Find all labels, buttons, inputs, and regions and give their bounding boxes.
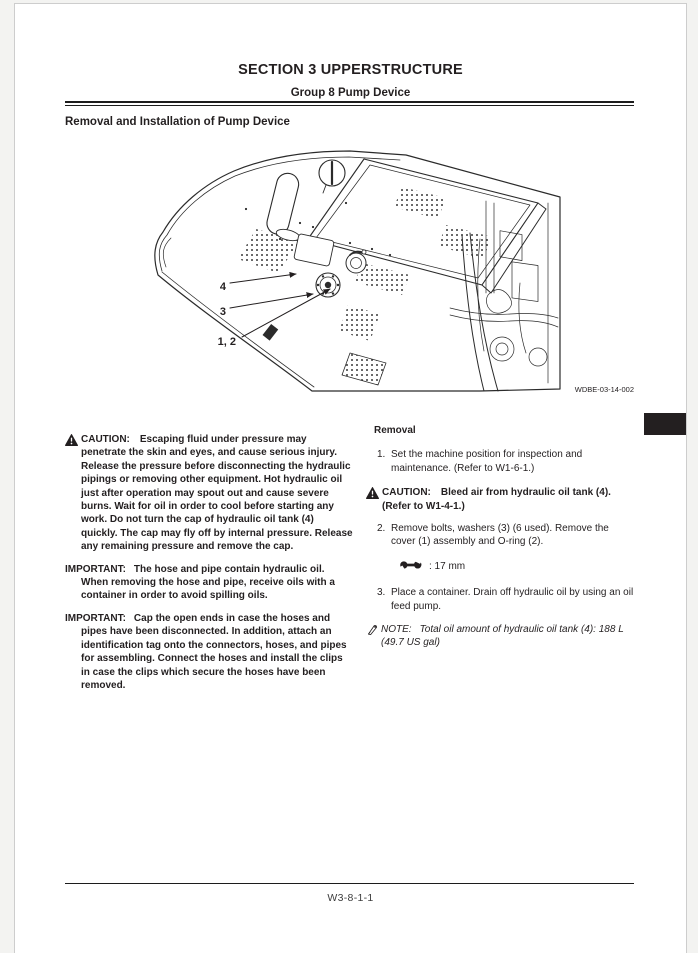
note-pen-icon	[366, 623, 381, 650]
caution-block-bleed-air	[366, 486, 635, 513]
figure-caption: WDBE-03-14-002	[574, 385, 634, 394]
topic-heading: Removal and Installation of Pump Device	[65, 116, 290, 128]
section-title: SECTION 3 UPPERSTRUCTURE	[238, 62, 463, 78]
group-title: Group 8 Pump Device	[290, 87, 411, 99]
wrench-size-spec: : 17 mm	[400, 559, 635, 575]
caution-triangle-icon	[366, 486, 382, 513]
manual-page	[14, 3, 687, 953]
page-number: W3-8-1-1	[327, 892, 374, 904]
header-divider	[65, 101, 634, 106]
important-note-2: IMPORTANT: Cap the open ends in case the hoses and pipes have been disconnected. In addition, attach an identification tag onto the connectors, hoses, and pipes for assembling. Connect the hoses and install the clips in case the clips which secure the hoses have been removed.	[65, 612, 347, 691]
caution-text: CAUTION: Escaping fluid under pressure may penetrate the skin and eyes, and cause serious injury. Release the pressure before disconnecting the hydraulic pipings or removing other equipment. Hot hydraulic oil just after operation may spout out and cause severe burns. Wait for oil in order to cool before starting any work. Do not turn the cap of hydraulic oil tank (4) quickly. The cap may fly off by internal pressure. Release any remaining pressure and remove the cap.	[81, 434, 353, 553]
caution-text: CAUTION: Bleed air from hydraulic oil tank (4). (Refer to W1-4-1.)	[382, 487, 611, 512]
callout-3: 3	[219, 306, 226, 318]
callout-1-2: 1, 2	[217, 336, 236, 348]
important-note-1: IMPORTANT: The hose and pipe contain hydraulic oil. When removing the hose and pipe, receive oils with a container in order to avoid spilling oils.	[65, 563, 335, 602]
pump-device-illustration	[150, 142, 570, 394]
removal-step-2: 2. Remove bolts, washers (3) (6 used). Remove the cover (1) assembly and O-ring (2).	[377, 523, 609, 548]
note-block-oil-amount	[366, 623, 635, 650]
footer-divider	[65, 883, 634, 884]
right-column	[366, 424, 635, 650]
wrench-icon	[400, 559, 422, 575]
left-column	[65, 433, 353, 692]
section-index-tab	[644, 413, 687, 435]
callout-4: 4	[219, 281, 226, 293]
removal-step-1: 1. Set the machine position for inspection and maintenance. (Refer to W1-6-1.)	[377, 449, 583, 474]
caution-triangle-icon	[65, 433, 81, 554]
removal-heading: Removal	[374, 425, 416, 436]
caution-label: CAUTION:	[81, 434, 130, 445]
note-text: NOTE: Total oil amount of hydraulic oil tank (4): 188 L (49.7 US gal)	[381, 624, 624, 649]
removal-step-3: 3. Place a container. Drain off hydraulic oil by using an oil feed pump.	[377, 587, 634, 612]
caution-block-pressure	[65, 433, 353, 554]
